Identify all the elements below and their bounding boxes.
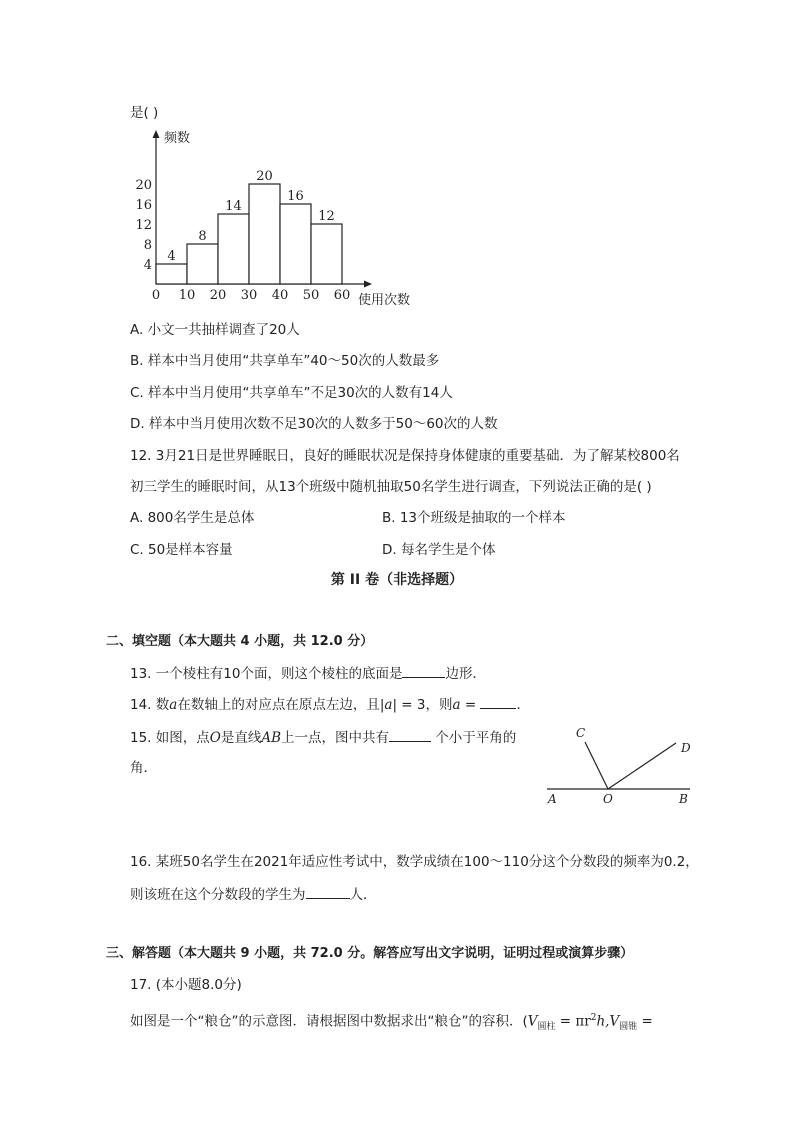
formula-sub-cylinder: 圆柱 bbox=[537, 1022, 556, 1033]
q11-option-d: D. 样本中当月使用次数不足30次的人数多于50～60次的人数 bbox=[130, 416, 498, 432]
bar-value-label: 14 bbox=[225, 199, 242, 214]
q15-line2: 角． bbox=[130, 760, 157, 776]
y-tick-label: 16 bbox=[135, 198, 152, 213]
label-o: O bbox=[603, 792, 613, 806]
part2-title: 第 II 卷（非选择题） bbox=[330, 572, 464, 588]
q13-suffix: 边形． bbox=[445, 666, 486, 682]
y-axis-arrow bbox=[153, 130, 160, 138]
histogram-bar bbox=[249, 184, 280, 284]
x-axis-title: 使用次数 bbox=[358, 293, 411, 308]
label-c: C bbox=[576, 726, 586, 740]
section2-heading: 二、填空题（本大题共 4 小题，共 12.0 分） bbox=[106, 634, 374, 649]
q15 bbox=[130, 728, 516, 747]
histogram-bar bbox=[156, 264, 187, 284]
x-tick-label: 20 bbox=[209, 288, 227, 303]
formula-h: h, bbox=[596, 1013, 610, 1030]
x-tick-label: 0 bbox=[151, 288, 161, 303]
q17-text bbox=[130, 1009, 653, 1036]
label-a: A bbox=[548, 792, 557, 806]
bar-value-label: 4 bbox=[167, 249, 176, 264]
x-tick-label: 50 bbox=[302, 288, 320, 303]
x-tick-label: 10 bbox=[178, 288, 196, 303]
q14-var-a: a bbox=[169, 697, 178, 713]
q14 bbox=[130, 695, 530, 714]
y-tick-label: 20 bbox=[135, 178, 152, 193]
formula-sup: 2 bbox=[590, 1013, 597, 1023]
q15-blank bbox=[389, 728, 431, 742]
q15-line-ab: AB bbox=[261, 730, 282, 746]
q14-var-abs: a bbox=[384, 697, 393, 713]
ray-oc bbox=[585, 742, 608, 789]
y-axis-title: 频数 bbox=[164, 131, 191, 146]
q15-text-a: 15. 如图，点 bbox=[130, 730, 210, 746]
q17-text-body: 如图是一个“粮仓”的示意图．请根据图中数据求出“粮仓”的容积．( bbox=[130, 1013, 528, 1030]
q16-text: 则该班在这个分数段的学生为 bbox=[130, 887, 306, 903]
q14-text-d: = bbox=[460, 697, 481, 713]
bar-value-label: 8 bbox=[198, 229, 207, 244]
bar-value-label: 12 bbox=[318, 209, 335, 224]
q15-text-b: 是直线 bbox=[220, 730, 262, 746]
histogram-bar bbox=[218, 214, 249, 284]
x-tick-label: 60 bbox=[333, 288, 351, 303]
formula-eq2: = bbox=[637, 1013, 653, 1030]
q12-option-c: C. 50是样本容量 bbox=[130, 542, 233, 558]
q15-point-o: O bbox=[209, 730, 221, 746]
q13-blank bbox=[402, 664, 445, 678]
x-axis-arrow bbox=[364, 281, 372, 288]
q12-option-a: A. 800名学生是总体 bbox=[130, 510, 255, 526]
q14-var-result: a bbox=[452, 697, 461, 713]
q14-blank bbox=[480, 695, 516, 709]
histogram-bar bbox=[187, 244, 218, 284]
q12-line2: 初三学生的睡眠时间，从13个班级中随机抽取50名学生进行调查，下列说法正确的是( ) bbox=[130, 479, 652, 495]
y-tick-label: 4 bbox=[143, 258, 152, 273]
bar-value-label: 16 bbox=[287, 189, 304, 204]
formula-eq1: = πr bbox=[555, 1013, 591, 1030]
y-tick-label: 8 bbox=[143, 238, 152, 253]
q13 bbox=[130, 664, 486, 683]
q16-blank bbox=[306, 885, 350, 899]
ray-od bbox=[608, 743, 676, 789]
frequency-histogram bbox=[130, 128, 420, 313]
histogram-bar bbox=[311, 224, 342, 284]
q11-option-c: C. 样本中当月使用“共享单车”不足30次的人数有14人 bbox=[130, 385, 453, 401]
q12-option-b: B. 13个班级是抽取的一个样本 bbox=[382, 510, 566, 526]
q17-title: 17. (本小题8.0分) bbox=[130, 977, 242, 993]
q14-text-e: ． bbox=[516, 697, 530, 713]
histogram-bar bbox=[280, 204, 311, 284]
q14-text-c: | = 3，则 bbox=[392, 697, 453, 713]
x-tick-label: 30 bbox=[240, 288, 258, 303]
q14-text-b: 在数轴上的对应点在原点左边，且| bbox=[177, 697, 385, 713]
q15-text-d: 个小于平角的 bbox=[431, 730, 517, 746]
x-tick-label: 40 bbox=[271, 288, 289, 303]
q16-suffix: 人． bbox=[349, 887, 377, 903]
q12-line1: 12. 3月21日是世界睡眠日，良好的睡眠状况是保持身体健康的重要基础．为了解某校800名 bbox=[130, 448, 680, 464]
section3-heading: 三、解答题（本大题共 9 小题，共 72.0 分。解答应写出文字说明，证明过程或演算步骤） bbox=[106, 946, 634, 961]
formula-sub-cone: 圆锥 bbox=[619, 1022, 638, 1033]
q11-option-a: A. 小文一共抽样调查了20人 bbox=[130, 322, 300, 338]
label-d: D bbox=[681, 741, 691, 755]
q13-text: 13. 一个棱柱有10个面，则这个棱柱的底面是 bbox=[130, 666, 403, 682]
q15-text-c: 上一点，图中共有 bbox=[281, 730, 390, 746]
q14-text-a: 14. 数 bbox=[130, 697, 170, 713]
q11-option-b: B. 样本中当月使用“共享单车”40～50次的人数最多 bbox=[130, 353, 440, 369]
y-tick-label: 12 bbox=[135, 218, 152, 233]
formula-v2: V bbox=[609, 1013, 620, 1030]
angle-figure bbox=[540, 722, 700, 807]
histogram-bars bbox=[156, 184, 342, 284]
formula-v1: V bbox=[527, 1013, 538, 1030]
label-b: B bbox=[679, 792, 688, 806]
q16-line1: 16. 某班50名学生在2021年适应性考试中，数学成绩在100～110分这个分数段的频率为0.2， bbox=[130, 854, 699, 870]
bar-value-label: 20 bbox=[256, 169, 273, 184]
q16-line2 bbox=[130, 885, 377, 904]
q11-stem-tail: 是( ) bbox=[130, 105, 159, 121]
q12-option-d: D. 每名学生是个体 bbox=[382, 542, 496, 558]
